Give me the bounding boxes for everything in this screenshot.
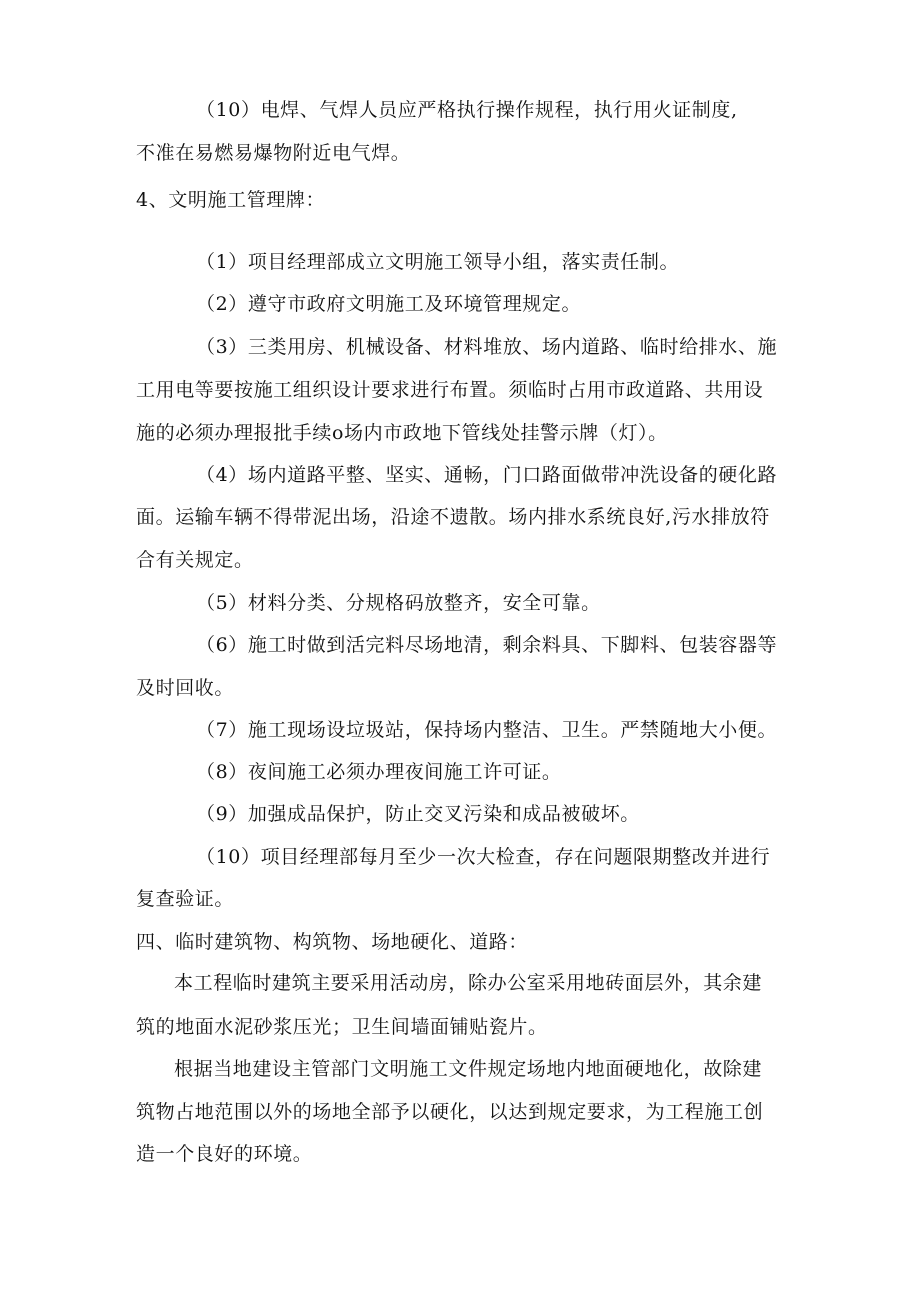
paragraph-line: 合有关规定。 (136, 549, 254, 571)
section-heading: 四、临时建筑物、构筑物、场地硬化、道路： (136, 931, 529, 953)
paragraph-line: （4）场内道路平整、坚实、通畅，门口路面做带冲洗设备的硬化路 (196, 464, 778, 486)
section-heading: 4、文明施工管理牌： (136, 189, 326, 211)
paragraph-line: （10）电焊、气焊人员应严格执行操作规程，执行用火证制度, (196, 99, 738, 121)
paragraph-line: （3）三类用房、机械设备、材料堆放、场内道路、临时给排水、施 (196, 336, 778, 358)
paragraph-line: （6）施工时做到活完料尽场地清，剩余料具、下脚料、包装容器等 (196, 634, 778, 656)
paragraph-line: 不准在易燃易爆物附近电气焊。 (136, 142, 411, 164)
paragraph-line: 及时回收。 (136, 677, 235, 699)
paragraph-line: （1）项目经理部成立文明施工领导小组，落实责任制。 (196, 251, 680, 273)
paragraph-line: （10）项目经理部每月至少一次大检查，存在问题限期整改并进行 (196, 846, 771, 868)
paragraph-line: 筑的地面水泥砂浆压光；卫生间墙面铺贴瓷片。 (136, 1016, 548, 1038)
paragraph-line: 面。运输车辆不得带泥出场，沿途不遗散。场内排水系统良好,污水排放符 (136, 506, 770, 528)
paragraph-line: 复查验证。 (136, 888, 235, 910)
paragraph-line: （8）夜间施工必须办理夜间施工许可证。 (196, 761, 562, 783)
paragraph-line: （2）遵守市政府文明施工及环境管理规定。 (196, 293, 582, 315)
paragraph-line: 筑物占地范围以外的场地全部予以硬化，以达到规定要求，为工程施工创 (136, 1101, 764, 1123)
paragraph-line: 工用电等要按施工组织设计要求进行布置。须临时占用市政道路、共用设 (136, 379, 764, 401)
paragraph-line: 施的必须办理报批手续o场内市政地下管线处挂警示牌（灯）。 (136, 422, 668, 444)
paragraph-line: （5）材料分类、分规格码放整齐，安全可靠。 (196, 592, 601, 614)
paragraph-line: 根据当地建设主管部门文明施工文件规定场地内地面硬地化，故除建 (174, 1058, 763, 1080)
paragraph-line: 造一个良好的环境。 (136, 1143, 313, 1165)
paragraph-line: （9）加强成品保护，防止交叉污染和成品被破坏。 (196, 803, 640, 825)
paragraph-line: 本工程临时建筑主要采用活动房，除办公室采用地砖面层外，其余建 (174, 972, 763, 994)
paragraph-line: （7）施工现场设垃圾站，保持场内整洁、卫生。严禁随地大小便。 (196, 719, 778, 741)
